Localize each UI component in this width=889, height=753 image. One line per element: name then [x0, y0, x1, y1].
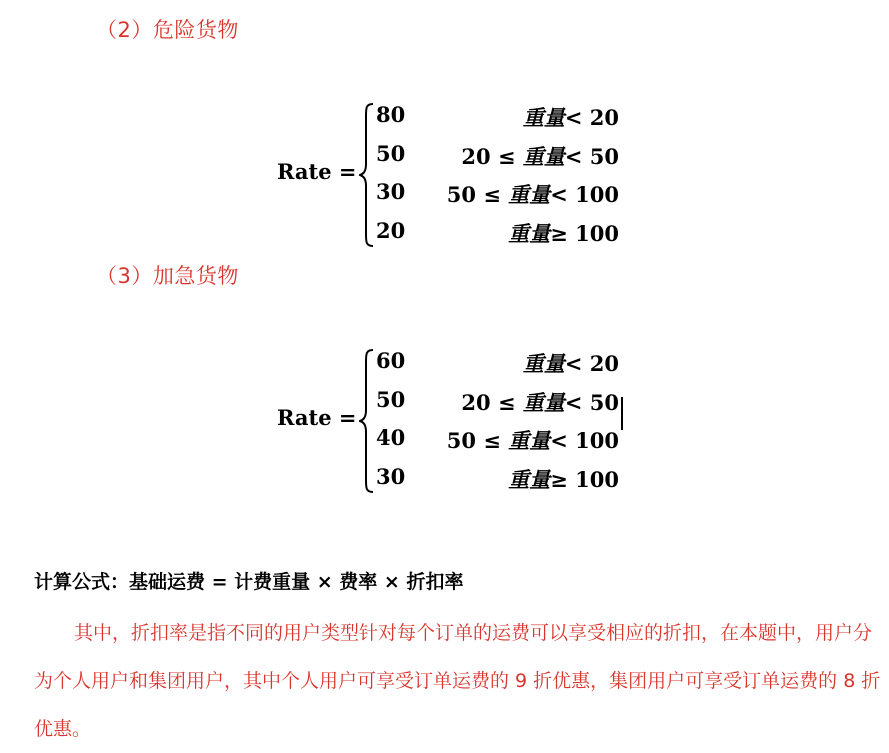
cond-operator: ≥ 100 [550, 467, 619, 492]
cond-operator: < 50 [564, 390, 619, 415]
cond-prefix: 50 ≤ [446, 428, 501, 453]
cond-operator: < 100 [550, 182, 619, 207]
cond-operator: < 20 [564, 105, 619, 130]
case-rate-value: 50 [376, 387, 406, 412]
formula-case-row [0, 179, 889, 209]
rate-formula-urgent [0, 343, 889, 493]
cond-variable: 重量 [522, 351, 565, 376]
case-condition [508, 218, 619, 248]
case-condition [523, 102, 619, 132]
section-heading-urgent-goods: （3）加急货物 [96, 264, 239, 288]
cond-prefix: 50 ≤ [446, 182, 501, 207]
rate-formula-dangerous [0, 97, 889, 247]
case-condition [447, 179, 619, 209]
cond-operator: < 20 [564, 351, 619, 376]
cond-variable: 重量 [508, 467, 551, 492]
formula-lhs: Rate = [277, 405, 357, 430]
cond-variable: 重量 [522, 144, 565, 169]
case-condition [523, 348, 619, 378]
case-rate-value: 30 [376, 464, 406, 489]
cond-operator: < 100 [550, 428, 619, 453]
cond-variable: 重量 [508, 221, 551, 246]
cond-prefix: 20 ≤ [461, 390, 516, 415]
section-heading-dangerous-goods: （2）危险货物 [96, 18, 239, 42]
case-condition [447, 425, 619, 455]
cond-variable: 重量 [522, 105, 565, 130]
formula-case-row [0, 218, 889, 248]
case-condition [508, 464, 619, 494]
case-condition [461, 387, 619, 417]
case-rate-value: 40 [376, 425, 406, 450]
case-rate-value: 30 [376, 179, 406, 204]
formula-case-row [0, 387, 889, 417]
calculation-formula: 计算公式：基础运费 = 计费重量 × 费率 × 折扣率 [34, 571, 464, 593]
formula-case-row [0, 348, 889, 378]
formula-case-row [0, 102, 889, 132]
formula-lhs: Rate = [277, 159, 357, 184]
case-condition [461, 141, 619, 171]
case-rate-value: 80 [376, 102, 406, 127]
discount-explanation: 其中，折扣率是指不同的用户类型针对每个订单的运费可以享受相应的折扣，在本题中，用户分为个人用户和集团用户，其中个人用户可享受订单运费的 9 折优惠，集团用户可享受订单运费的 8 折优惠。 [34, 622, 881, 740]
cond-operator: ≥ 100 [550, 221, 619, 246]
cond-variable: 重量 [508, 182, 551, 207]
case-rate-value: 20 [376, 218, 406, 243]
case-rate-value: 50 [376, 141, 406, 166]
case-rate-value: 60 [376, 348, 406, 373]
cond-variable: 重量 [522, 390, 565, 415]
cond-variable: 重量 [508, 428, 551, 453]
text-cursor [621, 397, 623, 430]
formula-case-row [0, 141, 889, 171]
cond-prefix: 20 ≤ [461, 144, 516, 169]
formula-case-row [0, 425, 889, 455]
cond-operator: < 50 [564, 144, 619, 169]
formula-case-row [0, 464, 889, 494]
